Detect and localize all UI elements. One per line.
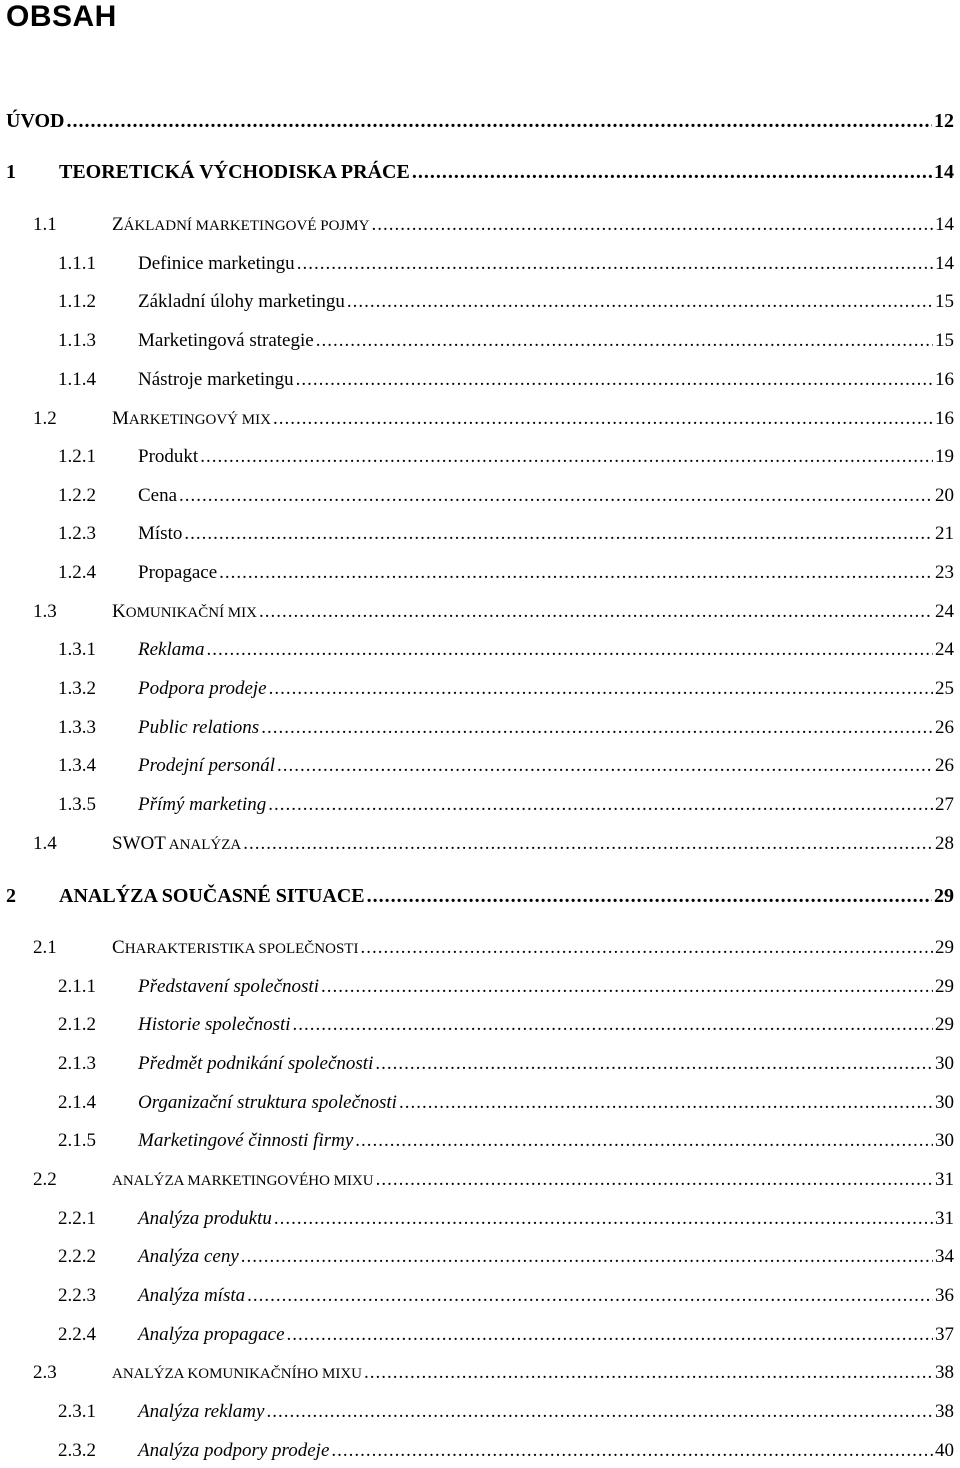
- toc-entry-title: Public relations: [138, 717, 260, 738]
- toc-entry-number: 2.3: [33, 1362, 57, 1383]
- toc-dot-leader: [296, 369, 933, 391]
- toc-entry-title: Marketingové činnosti firmy: [138, 1130, 354, 1151]
- toc-entry-title-initial: Z: [112, 214, 124, 235]
- toc-entry[interactable]: [58, 1014, 954, 1042]
- toc-entry[interactable]: [58, 717, 954, 745]
- toc-dot-leader: [321, 976, 933, 998]
- toc-entry[interactable]: [58, 446, 954, 474]
- toc-entry[interactable]: [58, 1246, 954, 1274]
- toc-dot-leader: [360, 937, 933, 959]
- toc-entry-page: 14: [935, 253, 954, 274]
- toc-entry-page: 20: [935, 485, 954, 506]
- toc-entry-number: 1.1.3: [58, 330, 96, 351]
- toc-entry-title: [112, 601, 257, 623]
- toc-entry-title: Prodejní personál: [138, 755, 276, 776]
- toc-entry[interactable]: [58, 639, 954, 667]
- toc-entry-page: 25: [935, 678, 954, 699]
- toc-entry-number: 1.1: [33, 214, 57, 235]
- toc-entry-number: 2.2.3: [58, 1285, 96, 1306]
- toc-dot-leader: [206, 639, 933, 661]
- toc-entry-page: 15: [935, 330, 954, 351]
- toc-entry[interactable]: [58, 253, 954, 281]
- toc-dot-leader: [274, 1208, 933, 1230]
- toc-entry-page: 36: [935, 1285, 954, 1306]
- toc-entry-number: 2.3.1: [58, 1401, 96, 1422]
- toc-entry-number: 2.2: [33, 1169, 57, 1190]
- toc-dot-leader: [67, 110, 933, 133]
- toc-entry-title: TEORETICKÁ VÝCHODISKA PRÁCE: [59, 161, 410, 183]
- toc-entry[interactable]: [58, 523, 954, 551]
- toc-entry-title: Cena: [138, 485, 178, 506]
- toc-entry-page: 29: [935, 1014, 954, 1035]
- toc-entry[interactable]: [58, 291, 954, 319]
- toc-entry-title: Přímý marketing: [138, 794, 267, 815]
- toc-dot-leader: [331, 1440, 933, 1462]
- toc-entry[interactable]: [58, 1324, 954, 1352]
- toc-entry-number: 1.3: [33, 601, 57, 622]
- toc-entry-title: Představení společnosti: [138, 976, 319, 997]
- toc-entry-title: Předmět podnikání společnosti: [138, 1053, 374, 1074]
- toc-entry-page: 27: [935, 794, 954, 815]
- toc-dot-leader: [268, 794, 933, 816]
- toc-entry-title: [112, 408, 271, 430]
- toc-entry-title: [112, 937, 358, 959]
- toc-entry-number: 1.1.4: [58, 369, 96, 390]
- toc-entry[interactable]: [33, 937, 954, 965]
- toc-entry[interactable]: [58, 1401, 954, 1429]
- toc-entry[interactable]: [33, 1362, 954, 1390]
- toc-entry-number: 1.4: [33, 833, 57, 854]
- toc-entry-number: 2.2.1: [58, 1208, 96, 1229]
- toc-entry[interactable]: [6, 161, 954, 189]
- toc-entry-number: 1.2.3: [58, 523, 96, 544]
- toc-entry-number: 1.2: [33, 408, 57, 429]
- toc-dot-leader: [219, 562, 933, 584]
- toc-entry[interactable]: [33, 1169, 954, 1197]
- toc-entry-title: Analýza propagace: [138, 1324, 285, 1345]
- toc-entry-number: 2: [6, 885, 16, 907]
- toc-dot-leader: [261, 717, 933, 739]
- toc-entry-page: 38: [935, 1362, 954, 1383]
- toc-entry-number: 1.2.1: [58, 446, 96, 467]
- toc-entry-page: 38: [935, 1401, 954, 1422]
- toc-entry-page: 29: [934, 885, 954, 907]
- toc-entry[interactable]: [33, 408, 954, 436]
- toc-dot-leader: [412, 161, 932, 184]
- toc-entry-page: 31: [935, 1208, 954, 1229]
- toc-entry-title: Marketingová strategie: [138, 330, 314, 351]
- toc-entry-title-initial: SWOT: [112, 833, 166, 854]
- toc-entry[interactable]: [58, 485, 954, 513]
- toc-dot-leader: [241, 1246, 933, 1268]
- toc-dot-leader: [200, 446, 933, 468]
- toc-entry[interactable]: [58, 562, 954, 590]
- toc-entry-page: 37: [935, 1324, 954, 1345]
- toc-entry[interactable]: [6, 110, 954, 138]
- toc-entry-number: 2.1.4: [58, 1092, 96, 1113]
- toc-entry-number: 1.2.2: [58, 485, 96, 506]
- toc-entry-number: 2.3.2: [58, 1440, 96, 1461]
- toc-entry-title: Analýza reklamy: [138, 1401, 265, 1422]
- toc-dot-leader: [179, 485, 933, 507]
- toc-dot-leader: [367, 885, 932, 908]
- toc-entry-title: Organizační struktura společnosti: [138, 1092, 397, 1113]
- toc-entry-title: Analýza místa: [138, 1285, 246, 1306]
- toc-entry-page: 19: [935, 446, 954, 467]
- toc-entry-page: 30: [935, 1130, 954, 1151]
- toc-entry-title: Definice marketingu: [138, 253, 295, 274]
- toc-entry[interactable]: [58, 1440, 954, 1468]
- toc-dot-leader: [376, 1169, 933, 1191]
- toc-entry[interactable]: [58, 1053, 954, 1081]
- toc-entry[interactable]: [58, 755, 954, 783]
- toc-entry-number: 1.3.5: [58, 794, 96, 815]
- toc-entry-page: 16: [935, 408, 954, 429]
- toc-entry-page: 24: [935, 601, 954, 622]
- toc-entry-page: 23: [935, 562, 954, 583]
- toc-entry-number: 1.3.4: [58, 755, 96, 776]
- toc-entry-number: 1.3.2: [58, 678, 96, 699]
- toc-entry-title: Analýza ceny: [138, 1246, 239, 1267]
- toc-entry-title-smallcaps: HARAKTERISTIKA SPOLEČNOSTI: [124, 941, 359, 957]
- toc-entry-title: [112, 214, 369, 236]
- toc-entry-number: 2.2.2: [58, 1246, 96, 1267]
- toc-entry-title-initial: M: [112, 408, 129, 429]
- toc-entry-page: 24: [935, 639, 954, 660]
- toc-entry-title-smallcaps: ANALÝZA: [165, 837, 242, 853]
- toc-entry-title-smallcaps: OMUNIKAČNÍ MIX: [125, 605, 257, 621]
- toc-dot-leader: [364, 1362, 933, 1384]
- toc-entry[interactable]: [58, 794, 954, 822]
- toc-dot-leader: [273, 408, 933, 430]
- toc-entry-title: Podpora prodeje: [138, 678, 267, 699]
- toc-entry-number: 1.1.2: [58, 291, 96, 312]
- toc-entry-title-smallcaps: ÁKLADNÍ MARKETINGOVÉ POJMY: [123, 218, 370, 234]
- toc-entry-page: 30: [935, 1092, 954, 1113]
- toc-entry-number: 2.1: [33, 937, 57, 958]
- toc-dot-leader: [347, 291, 933, 313]
- toc-entry[interactable]: [58, 330, 954, 358]
- toc-entry-title-smallcaps: ARKETINGOVÝ MIX: [128, 412, 271, 428]
- toc-entry-number: 2.1.1: [58, 976, 96, 997]
- toc-entry-number: 2.1.3: [58, 1053, 96, 1074]
- toc-entry-page: 15: [935, 291, 954, 312]
- toc-entry-title: ÚVOD: [6, 110, 65, 132]
- toc-entry-number: 1.3.3: [58, 717, 96, 738]
- toc-dot-leader: [297, 253, 933, 275]
- toc-entry[interactable]: [58, 369, 954, 397]
- toc-entry-page: 14: [935, 214, 954, 235]
- toc-entry[interactable]: [58, 1208, 954, 1236]
- toc-entry-title: Analýza podpory prodeje: [138, 1440, 330, 1461]
- toc-entry-page: 30: [935, 1053, 954, 1074]
- toc-dot-leader: [259, 601, 933, 623]
- toc-entry-title: Nástroje marketingu: [138, 369, 294, 390]
- toc-entry-page: 29: [935, 976, 954, 997]
- toc-dot-leader: [316, 330, 933, 352]
- toc-dot-leader: [184, 523, 933, 545]
- toc-entry-page: 16: [935, 369, 954, 390]
- toc-entry-number: 1.3.1: [58, 639, 96, 660]
- toc-entry-title-smallcaps: ANALÝZA MARKETINGOVÉHO MIXU: [112, 1173, 374, 1189]
- toc-dot-leader: [287, 1324, 933, 1346]
- toc-entry-page: 34: [935, 1246, 954, 1267]
- toc-entry[interactable]: [6, 885, 954, 913]
- toc-entry-title: Základní úlohy marketingu: [138, 291, 345, 312]
- toc-entry[interactable]: [58, 976, 954, 1004]
- toc-entry-number: 2.1.5: [58, 1130, 96, 1151]
- toc-entry-page: 21: [935, 523, 954, 544]
- page-title: OBSAH: [6, 0, 117, 33]
- toc-entry-number: 1.2.4: [58, 562, 96, 583]
- toc-entry-page: 29: [935, 937, 954, 958]
- toc-entry-title-initial: K: [112, 601, 126, 622]
- toc-entry[interactable]: [58, 678, 954, 706]
- toc-entry-title-initial: C: [112, 937, 125, 958]
- toc-entry-title-smallcaps: ANALÝZA KOMUNIKAČNÍHO MIXU: [112, 1366, 362, 1382]
- toc-entry-number: 2.1.2: [58, 1014, 96, 1035]
- toc-dot-leader: [247, 1285, 933, 1307]
- toc-entry-page: 26: [935, 755, 954, 776]
- toc-entry-number: 1: [6, 161, 16, 183]
- toc-entry-page: 14: [934, 161, 954, 183]
- toc-entry-title: [112, 1362, 362, 1384]
- toc-entry-title: Propagace: [138, 562, 218, 583]
- toc-dot-leader: [375, 1053, 933, 1075]
- toc-dot-leader: [371, 214, 933, 236]
- toc-entry-page: 28: [935, 833, 954, 854]
- toc-dot-leader: [277, 755, 933, 777]
- toc-entry-title: ANALÝZA SOUČASNÉ SITUACE: [59, 885, 365, 907]
- toc-entry-title: [112, 833, 241, 855]
- toc-dot-leader: [243, 833, 933, 855]
- toc-entry[interactable]: [58, 1130, 954, 1158]
- toc-entry[interactable]: [33, 601, 954, 629]
- toc-entry-title: Historie společnosti: [138, 1014, 291, 1035]
- toc-entry-title: Analýza produktu: [138, 1208, 272, 1229]
- toc-dot-leader: [399, 1092, 933, 1114]
- toc-entry-number: 1.1.1: [58, 253, 96, 274]
- toc-dot-leader: [293, 1014, 933, 1036]
- toc-entry-title: Místo: [138, 523, 183, 544]
- toc-dot-leader: [266, 1401, 933, 1423]
- toc-entry-title: Reklama: [138, 639, 205, 660]
- toc-entry-number: 2.2.4: [58, 1324, 96, 1345]
- toc-entry-page: 31: [935, 1169, 954, 1190]
- toc-entry[interactable]: [33, 833, 954, 861]
- toc-dot-leader: [355, 1130, 933, 1152]
- toc-entry[interactable]: [33, 214, 954, 242]
- toc-entry-title: Produkt: [138, 446, 199, 467]
- toc-entry-title: [112, 1169, 374, 1191]
- toc-entry-page: 12: [934, 110, 954, 132]
- toc-entry-page: 26: [935, 717, 954, 738]
- toc-entry-page: 40: [935, 1440, 954, 1461]
- toc-entry[interactable]: [58, 1285, 954, 1313]
- toc-entry[interactable]: [58, 1092, 954, 1120]
- toc-dot-leader: [269, 678, 933, 700]
